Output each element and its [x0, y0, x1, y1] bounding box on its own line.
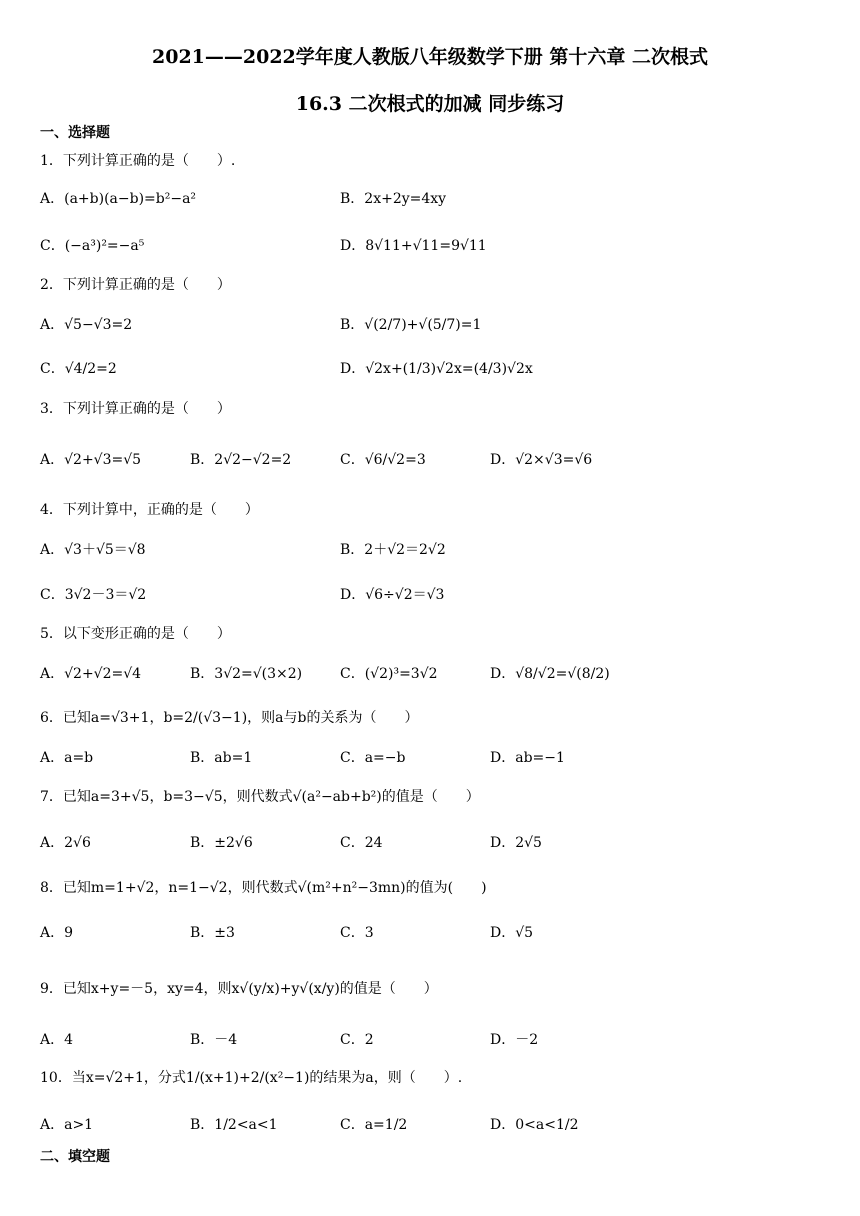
question-3-option-b: B．2√2−√2=2	[190, 452, 292, 468]
question-7-option-c: C．24	[340, 835, 383, 851]
page-subtitle: 16.3 二次根式的加减 同步练习	[295, 93, 565, 115]
question-stem-2: 2．下列计算正确的是（ ）	[40, 277, 231, 293]
question-5-option-b: B．3√2=√(3×2)	[190, 666, 303, 682]
question-7-option-a: A．2√6	[40, 835, 91, 851]
question-4-option-b: B．2＋√2＝2√2	[340, 542, 446, 558]
question-2-option-d: D．√2x+(1/3)√2x=(4/3)√2x	[340, 361, 533, 377]
question-stem-8: 8．已知m=1+√2，n=1−√2，则代数式√(m²+n²−3mn)的值为( )	[40, 880, 487, 896]
question-8-option-b: B．±3	[190, 925, 235, 941]
question-6-option-c: C．a=−b	[340, 750, 406, 766]
question-4-option-a: A．√3＋√5＝√8	[40, 542, 146, 558]
page-title: 2021——2022学年度人教版八年级数学下册 第十六章 二次根式	[152, 46, 708, 68]
question-9-option-b: B．－4	[190, 1032, 238, 1048]
question-10-option-b: B．1/2<a<1	[190, 1117, 278, 1133]
question-8-option-a: A．9	[40, 925, 74, 941]
question-9-option-a: A．4	[40, 1032, 74, 1048]
question-10-option-d: D．0<a<1/2	[490, 1117, 579, 1133]
question-stem-3: 3．下列计算正确的是（ ）	[40, 401, 231, 417]
section-heading-choice: 一、选择题	[40, 125, 110, 141]
question-stem-6: 6．已知a=√3+1，b=2/(√3−1)，则a与b的关系为（ ）	[40, 710, 419, 726]
question-7-option-b: B．±2√6	[190, 835, 253, 851]
question-6-option-d: D．ab=−1	[490, 750, 565, 766]
question-8-option-c: C．3	[340, 925, 374, 941]
question-2-option-b: B．√(2/7)+√(5/7)=1	[340, 317, 482, 333]
question-stem-1: 1．下列计算正确的是（ ）.	[40, 153, 236, 169]
question-3-option-a: A．√2+√3=√5	[40, 452, 142, 468]
question-1-option-c: C．(−a³)²=−a⁵	[40, 238, 145, 254]
question-10-option-a: A．a>1	[40, 1117, 94, 1133]
question-stem-7: 7．已知a=3+√5，b=3−√5，则代数式√(a²−ab+b²)的值是（ ）	[40, 789, 480, 805]
question-9-option-c: C．2	[340, 1032, 374, 1048]
question-8-option-d: D．√5	[490, 925, 534, 941]
question-6-option-a: A．a=b	[40, 750, 94, 766]
question-stem-4: 4．下列计算中，正确的是（ ）	[40, 502, 259, 518]
question-4-option-d: D．√6÷√2＝√3	[340, 587, 445, 603]
question-5-option-d: D．√8/√2=√(8/2)	[490, 666, 610, 682]
question-6-option-b: B．ab=1	[190, 750, 253, 766]
question-4-option-c: C．3√2－3＝√2	[40, 587, 147, 603]
question-1-option-a: A．(a+b)(a−b)=b²−a²	[40, 191, 197, 207]
question-2-option-c: C．√4/2=2	[40, 361, 117, 377]
question-stem-10: 10．当x=√2+1，分式1/(x+1)+2/(x²−1)的结果为a，则（ ）.	[40, 1070, 463, 1086]
question-7-option-d: D．2√5	[490, 835, 542, 851]
question-5-option-a: A．√2+√2=√4	[40, 666, 142, 682]
question-9-option-d: D．－2	[490, 1032, 539, 1048]
question-1-option-b: B．2x+2y=4xy	[340, 191, 447, 207]
question-3-option-d: D．√2×√3=√6	[490, 452, 593, 468]
question-1-option-d: D．8√11+√11=9√11	[340, 238, 487, 254]
question-stem-5: 5．以下变形正确的是（ ）	[40, 626, 231, 642]
question-5-option-c: C．(√2)³=3√2	[340, 666, 438, 682]
question-stem-9: 9．已知x+y=－5，xy=4，则x√(y/x)+y√(x/y)的值是（ ）	[40, 981, 438, 997]
question-3-option-c: C．√6/√2=3	[340, 452, 426, 468]
question-10-option-c: C．a=1/2	[340, 1117, 408, 1133]
section-heading-fill: 二、填空题	[40, 1149, 110, 1165]
question-2-option-a: A．√5−√3=2	[40, 317, 133, 333]
